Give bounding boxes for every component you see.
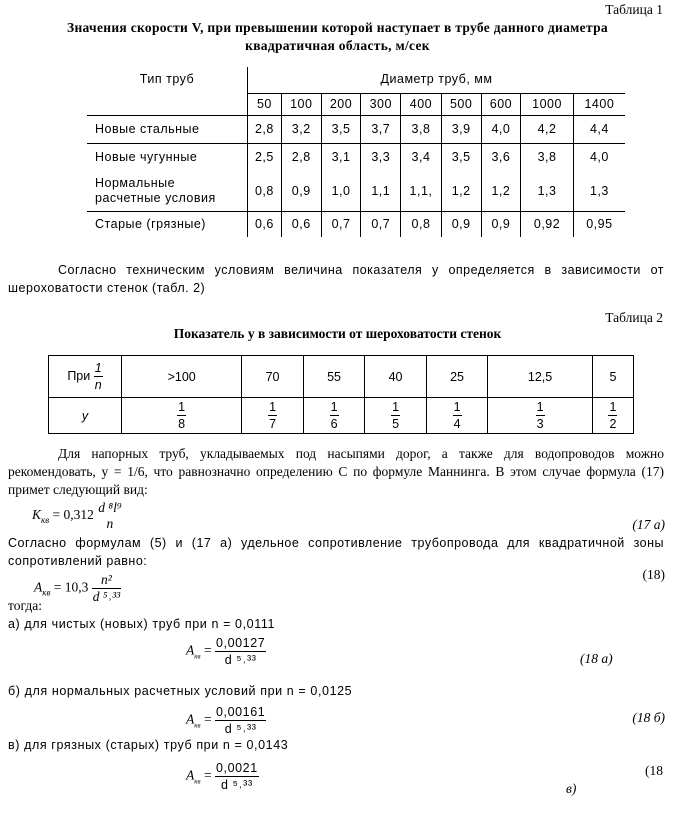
fraction-numerator: 1 [536,400,544,414]
diameter-cell: 1000 [521,93,573,115]
table2-head-pri: При [67,368,91,383]
y-cell [303,398,365,434]
value-cell: 4,2 [521,115,573,143]
formula-18b-ref: (18 б) [632,710,665,725]
fraction-denominator: 5 [392,417,400,431]
formula-lhs: A [186,642,195,658]
value-cell: 0,6 [248,211,282,237]
fraction-numerator: n² [101,572,112,587]
y-cell [488,398,593,434]
diameter-cell: 100 [281,93,321,115]
paragraph-3: Согласно формулам (5) и (17 а) удельное сопротивление трубопровода для квадратичной зоны сопротивлений равно: [8,536,664,568]
table1 [87,67,625,237]
formula-lhs-sub: кв [42,587,51,598]
formula-fraction [92,572,121,605]
value-cell: 3,7 [361,115,401,143]
fraction-denominator: 8 [178,417,186,431]
value-cell: 0,92 [521,211,573,237]
table1-label: Таблица 1 [605,2,663,17]
y-fraction [608,399,617,432]
value-cell: 0,8 [248,171,282,211]
roughness-cell: 70 [242,356,304,398]
fraction-numerator: d ⁸l⁹ [98,500,122,515]
case-a-text: а) для чистых (новых) труб при n = 0,0111 [8,617,276,631]
fraction-denominator: d ⁵˒³³ [215,720,266,737]
y-cell [242,398,304,434]
value-cell: 3,5 [441,143,481,171]
row-name: Новые чугунные [87,143,248,171]
diameter-cell: 200 [321,93,361,115]
diameter-cell: 1400 [573,93,625,115]
fraction-numerator: 1 [178,400,186,414]
formula-eq: = 0,312 [52,507,94,523]
value-cell: 2,8 [281,143,321,171]
formula-lhs: A [186,767,195,783]
case-b-text: б) для нормальных расчетных условий при n = 0,0125 [8,684,353,698]
table2-y-label: y [49,398,122,434]
value-cell: 3,8 [401,115,442,143]
formula-lhs-sub: кв [194,652,201,661]
one-over-n-fraction [94,360,103,393]
table1-col-type: Тип труб [139,72,195,86]
formula-lhs-sub: кв [194,721,201,730]
formula-18-ref: (18) [642,567,665,582]
value-cell: 1,3 [573,171,625,211]
fraction-numerator: 1 [453,400,461,414]
formula-fraction [215,760,259,793]
y-fraction [536,399,545,432]
fraction-denominator: 2 [609,417,617,431]
value-cell: 1,1, [401,171,442,211]
formula-lhs: A [186,711,195,727]
value-cell: 1,1 [361,171,401,211]
table2-head-cell [49,356,122,398]
formula-18c-ref-suffix: в) [566,781,577,796]
value-cell: 1,3 [521,171,573,211]
formula-18 [34,572,121,605]
fraction-denominator: n [94,378,102,392]
fraction-numerator: 1 [609,400,617,414]
value-cell: 1,2 [481,171,521,211]
value-cell: 0,7 [321,211,361,237]
value-cell: 3,5 [321,115,361,143]
diameter-cell: 300 [361,93,401,115]
value-cell: 3,3 [361,143,401,171]
value-cell: 3,9 [441,115,481,143]
table-row [87,115,625,143]
formula-eq: = 10,3 [53,579,89,595]
value-cell: 4,4 [573,115,625,143]
y-cell [365,398,427,434]
value-cell: 3,4 [401,143,442,171]
fraction-numerator: 0,00127 [215,636,266,650]
formula-17a [32,500,123,532]
fraction-denominator: d ⁵˒³³ [215,651,266,668]
paragraph-1: Согласно техническим условиям величина показателя y определяется в зависимости от шероховатости стенок (табл. 2) [8,263,664,295]
row-name: Новые стальные [87,115,248,143]
table2-y-row [49,398,634,434]
table1-title-line2: квадратичная область, м/сек [245,38,430,53]
table2-label: Таблица 2 [605,310,663,325]
fraction-denominator: 6 [330,417,338,431]
roughness-cell: 12,5 [488,356,593,398]
y-fraction [177,399,186,432]
diameter-cell: 600 [481,93,521,115]
value-cell: 1,2 [441,171,481,211]
fraction-denominator: 4 [453,417,461,431]
value-cell: 1,0 [321,171,361,211]
table2-title: Показатель y в зависимости от шероховатости стенок [173,326,502,341]
formula-lhs-sub: кв [194,777,201,786]
formula-fraction [215,635,266,668]
fraction-denominator: d ⁵˒³³ [215,776,259,793]
y-cell [426,398,488,434]
y-fraction [453,399,462,432]
fraction-numerator: 0,0021 [215,761,258,775]
formula-18c: $A_{кв}$ = $\frac{0,0021}{\text{d ⁵˒³³}}$ [186,761,258,792]
value-cell: 0,9 [441,211,481,237]
fraction-numerator: 1 [94,361,102,375]
diameter-cell: 50 [248,93,282,115]
case-c-text: в) для грязных (старых) труб при n = 0,0143 [8,738,289,752]
formula-17a-ref: (17 а) [632,517,665,532]
table1-col-diam: Диаметр труб, мм [248,67,626,93]
value-cell: 0,9 [481,211,521,237]
table1-title-line1: Значения скорости V, при превышении которой наступает в трубе данного диаметра [67,20,608,35]
paragraph-2: Для напорных труб, укладываемых под насыпями дорог, а также для водопроводов можно рекомендовать, y = 1/6, что равнозначно определению C по формуле Маннинга. В этом случае формула (17) примет следующий вид: [8,446,664,497]
table-row [87,171,625,211]
value-cell: 2,5 [248,143,282,171]
roughness-cell: >100 [122,356,242,398]
fraction-numerator: 1 [392,400,400,414]
value-cell: 3,8 [521,143,573,171]
y-cell [122,398,242,434]
value-cell: 2,8 [248,115,282,143]
roughness-cell: 55 [303,356,365,398]
diameter-cell: 400 [401,93,442,115]
value-cell: 0,7 [361,211,401,237]
formula-lhs: K [32,507,42,523]
y-fraction [330,399,339,432]
roughness-cell: 40 [365,356,427,398]
table-row [87,211,625,237]
fraction-numerator: 1 [330,400,338,414]
roughness-cell: 25 [426,356,488,398]
diameter-cell: 500 [441,93,481,115]
value-cell: 3,2 [281,115,321,143]
row-name [87,171,248,211]
value-cell: 0,8 [401,211,442,237]
formula-18c-ref: (18 [645,763,663,778]
value-cell: 0,95 [573,211,625,237]
fraction-denominator: 3 [536,417,544,431]
formula-18a-ref: (18 а) [580,651,613,666]
fraction-numerator: 0,00161 [215,705,266,719]
fraction-denominator: n [106,516,114,531]
togda-text: тогда: [8,598,42,613]
value-cell: 3,6 [481,143,521,171]
table-row [87,143,625,171]
table2 [48,355,634,434]
formula-18b: $A_{кв}$ = $\frac{0,00161}{\text{d ⁵˒³³}}$ [186,705,266,736]
formula-lhs-sub: кв [41,514,50,525]
formula-lhs: A [34,579,43,595]
y-fraction [268,399,277,432]
fraction-denominator: d ⁵˒³³ [92,589,121,604]
fraction-numerator: 1 [269,400,277,414]
y-cell [592,398,633,434]
value-cell: 3,1 [321,143,361,171]
table2-header-row [49,356,634,398]
value-cell: 4,0 [481,115,521,143]
y-fraction [391,399,400,432]
formula-fraction [97,500,122,532]
row-name: Старые (грязные) [87,211,248,237]
row-name-line2: расчетные условия [95,190,216,205]
formula-18a: $A_{кв}$ = $\frac{0,00127}{\text{d ⁵˒³³}}$ [186,636,266,667]
value-cell: 0,9 [281,171,321,211]
fraction-denominator: 7 [269,417,277,431]
value-cell: 4,0 [573,143,625,171]
formula-fraction [215,704,266,737]
value-cell: 0,6 [281,211,321,237]
roughness-cell: 5 [592,356,633,398]
row-name-line1: Нормальные [95,175,176,190]
